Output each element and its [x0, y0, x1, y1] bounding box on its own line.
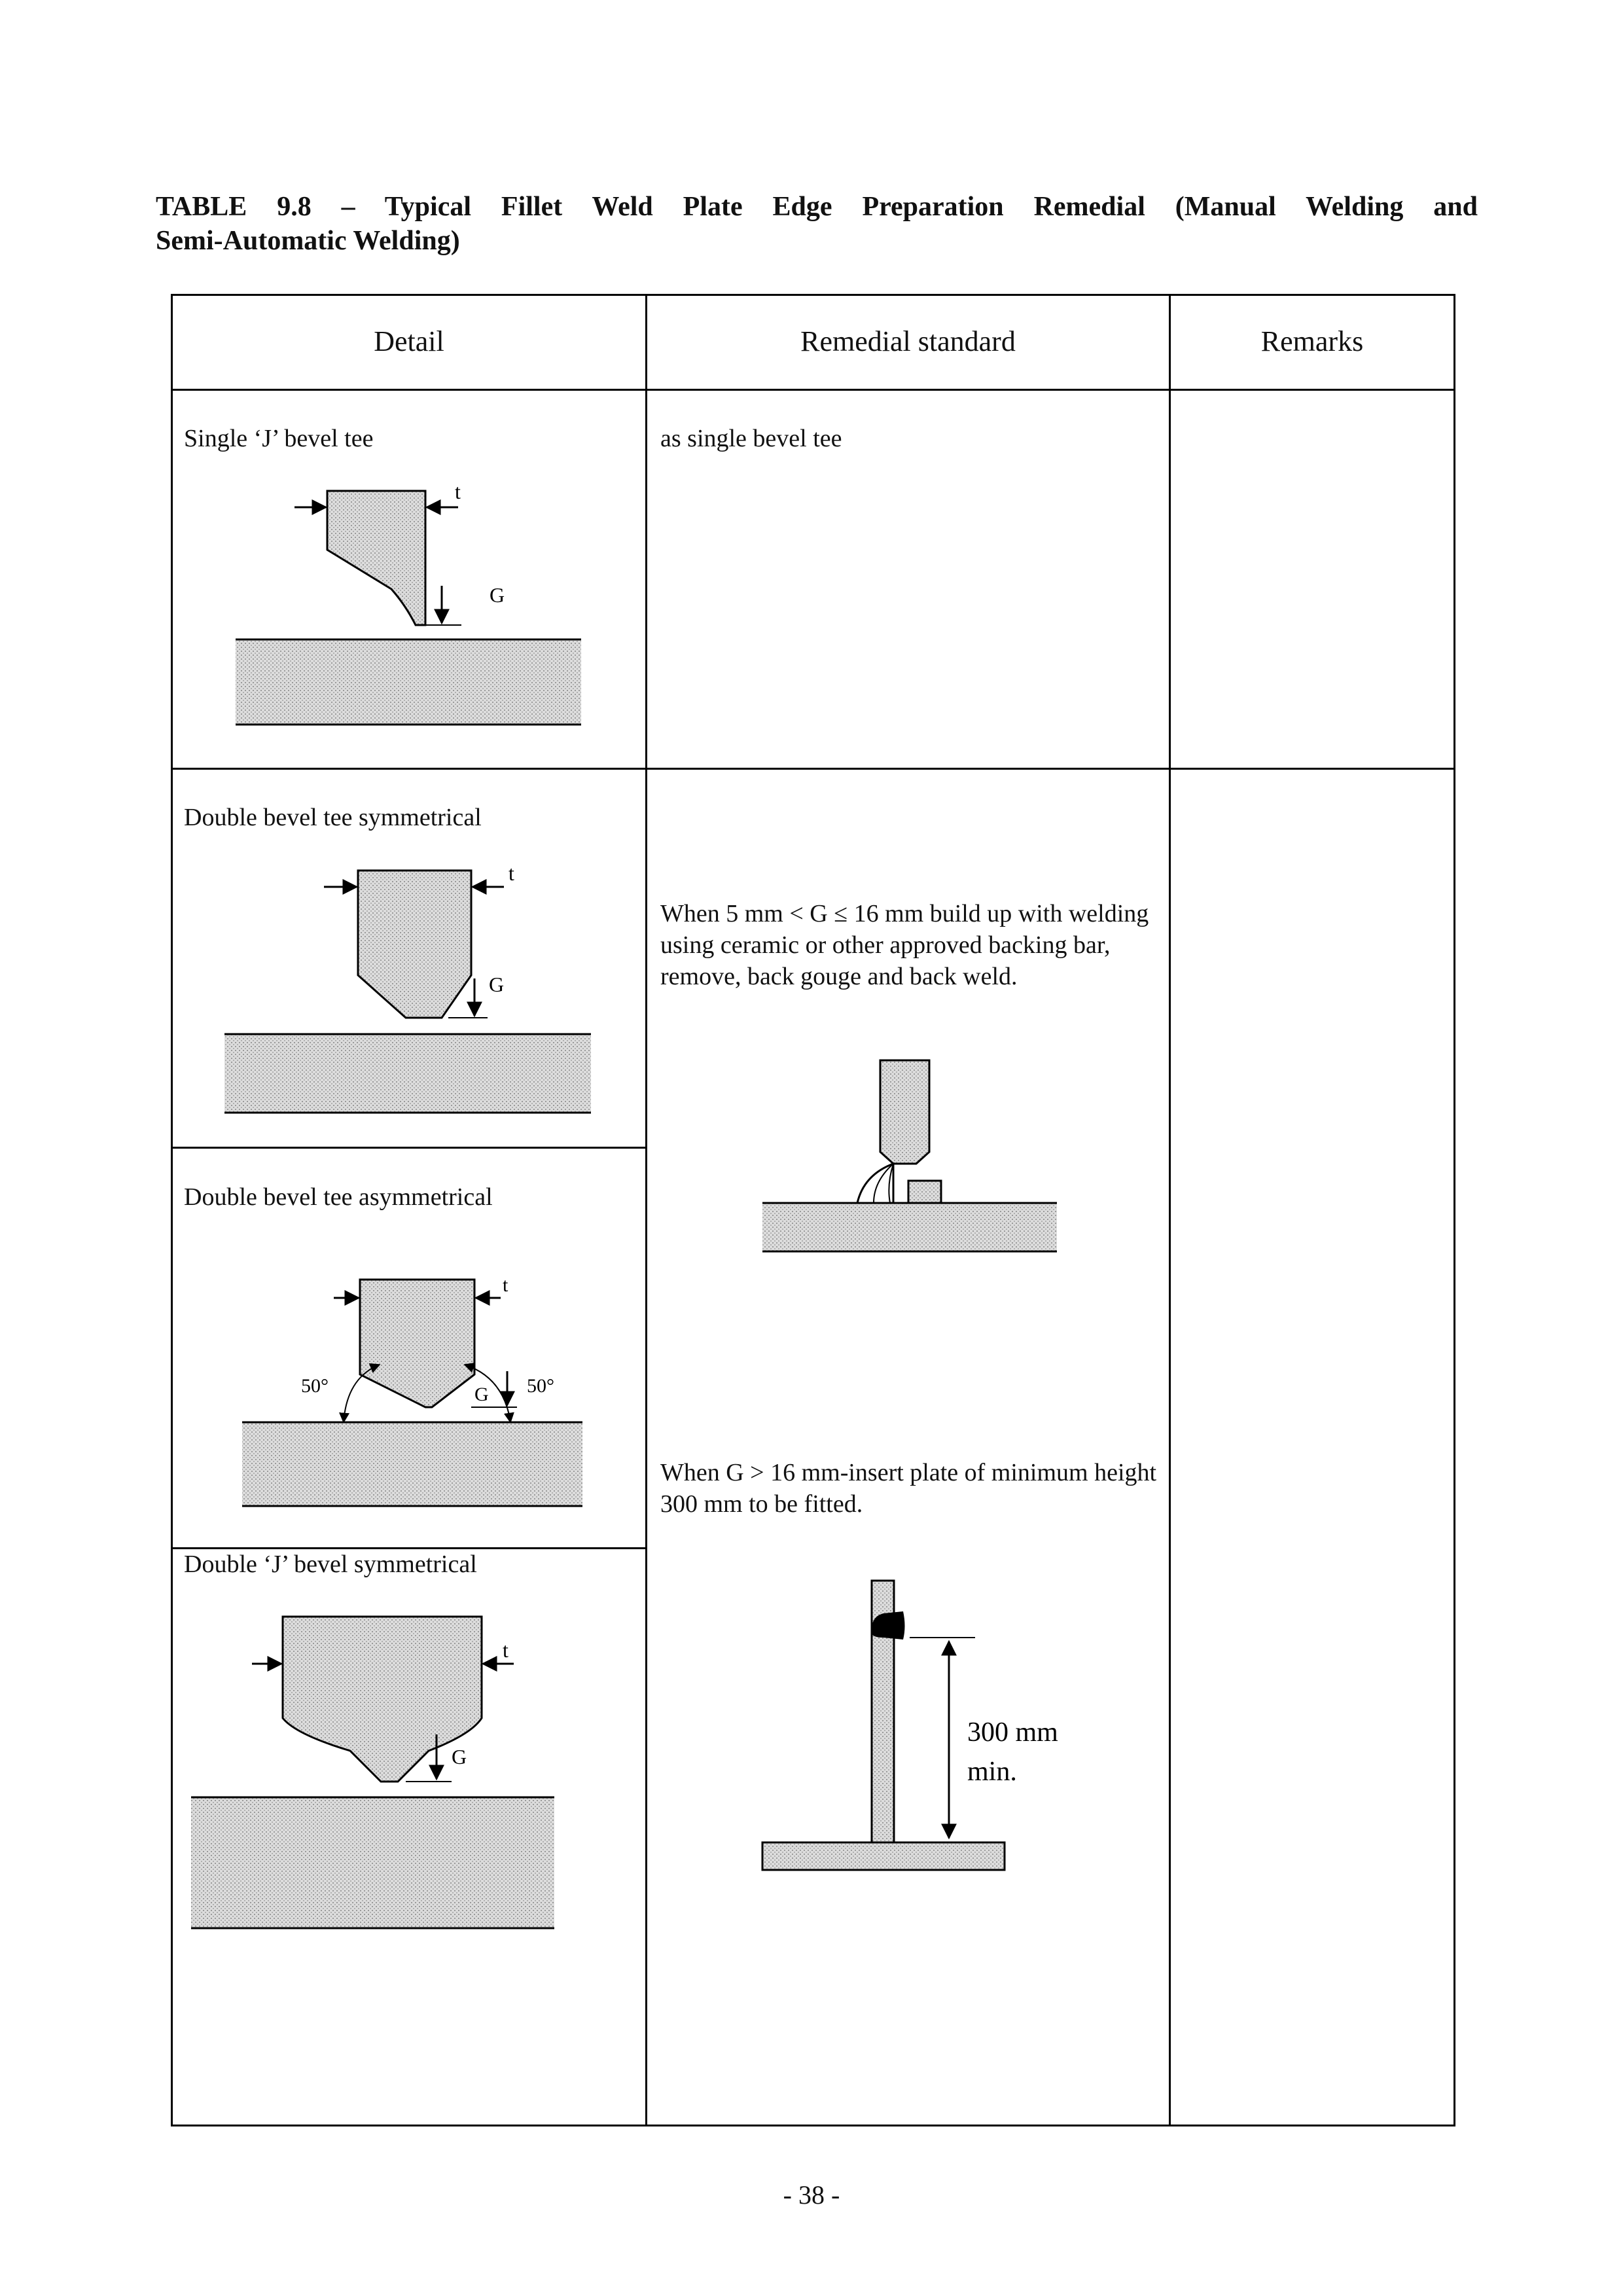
label-angle-left: 50°: [301, 1375, 329, 1397]
row-label-double-bevel-symmetrical: Double bevel tee symmetrical: [184, 804, 482, 831]
backing-bar-buildup-figure: [753, 1054, 1067, 1257]
label-g: G: [489, 973, 505, 996]
table-title-line-1: TABLE 9.8 – Typical Fillet Weld Plate Edge Preparation Remedial (Manual Welding and: [156, 192, 1478, 222]
row-label-double-j-bevel-symmetrical: Double ‘J’ bevel symmetrical: [184, 1551, 477, 1578]
label-min: min.: [967, 1757, 1017, 1787]
remedial-single-j-bevel-tee: as single bevel tee: [660, 425, 842, 452]
label-g: G: [474, 1384, 489, 1405]
label-t: t: [508, 861, 514, 885]
header-detail: Detail: [374, 325, 444, 357]
remedial-text-build-up: When 5 mm < G ≤ 16 mm build up with welding using ceramic or other approved backing bar, remove, back gouge and back weld.: [660, 900, 1149, 990]
remedial-text-insert-plate: When G > 16 mm-insert plate of minimum height 300 mm to be fitted.: [660, 1459, 1157, 1518]
label-t: t: [503, 1638, 508, 1662]
double-bevel-symmetrical-figure: [219, 857, 599, 1119]
double-j-bevel-symmetrical-figure: [183, 1604, 576, 1944]
label-300mm: 300 mm: [967, 1717, 1058, 1748]
header-remedial-standard: Remedial standard: [800, 325, 1016, 357]
label-angle-right: 50°: [527, 1375, 554, 1397]
label-g: G: [452, 1745, 467, 1768]
table-title: [156, 190, 1478, 258]
insert-plate-figure: [753, 1571, 1067, 1878]
label-t: t: [503, 1274, 508, 1296]
row-label-single-j-bevel-tee: Single ‘J’ bevel tee: [184, 425, 374, 452]
header-remarks: Remarks: [1260, 325, 1364, 357]
table-title-line-2: Semi-Automatic Welding): [156, 226, 460, 256]
label-g: G: [490, 583, 505, 607]
double-bevel-asymmetrical-figure: [236, 1266, 602, 1515]
row-label-double-bevel-asymmetrical: Double bevel tee asymmetrical: [184, 1183, 493, 1211]
page-number: - 38 -: [783, 2180, 840, 2210]
single-j-bevel-figure: [229, 478, 596, 740]
label-t: t: [455, 480, 461, 503]
